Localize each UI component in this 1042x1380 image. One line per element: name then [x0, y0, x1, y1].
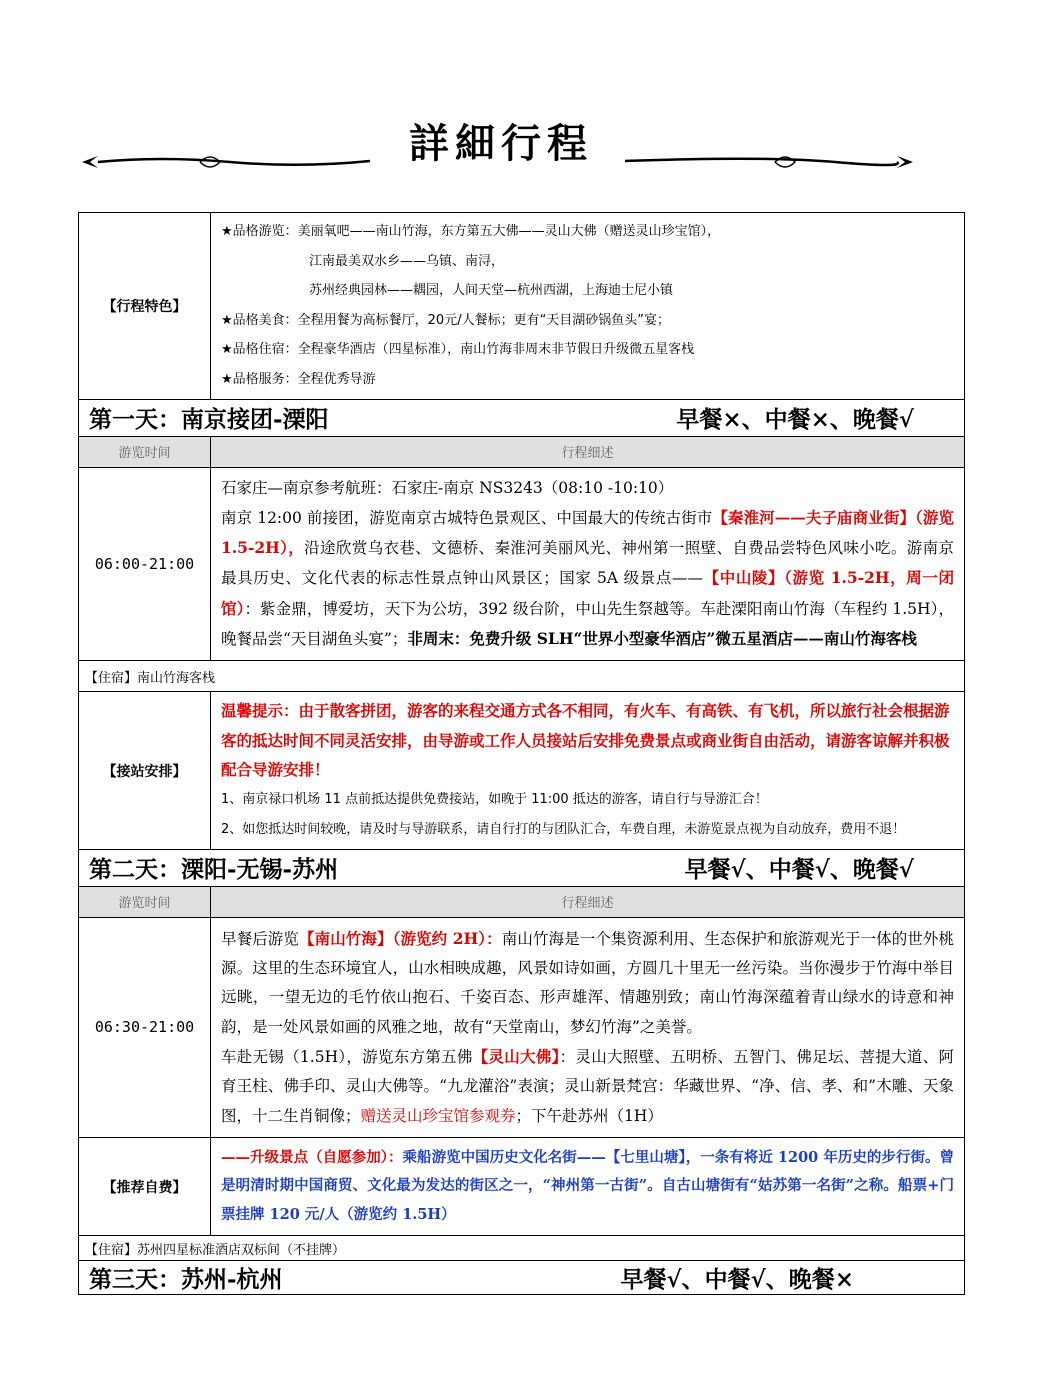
features-content: [211, 213, 965, 400]
detail-column-header: 行程细述: [211, 886, 965, 917]
day2-column-headers: [79, 886, 965, 917]
highlight-qinhuai: 【秦淮河——夫子庙商业街】（游览 1.5-2H），: [221, 507, 954, 558]
day2-paragraph-1: [221, 924, 954, 1042]
day1-header-row: [79, 399, 965, 436]
day1-header: [79, 399, 965, 436]
day2-title: 第二天：溧阳-无锡-苏州: [89, 856, 339, 884]
features-label: 【行程特色】: [79, 213, 211, 400]
right-flourish-ornament: [615, 152, 915, 172]
day1-meals: 早餐×、中餐×、晚餐√: [676, 406, 914, 434]
day2-stay: 【住宿】苏州四星标准酒店双标间（不挂牌）: [79, 1236, 965, 1261]
shantang-description: 乘船游览中国历史文化名街——【七里山塘】，一条有将近 1200 年历史的步行街。曾是明清时期中国商贸、文化最为发达的街区之一，“神州第一古街”。自古山塘街有“姑苏第一名街”之称。船票+门票挂牌 120 元/人（游览约 1.5H）: [221, 1148, 955, 1223]
text-segment: 沿途欣赏乌衣巷、文德桥、秦淮河美丽风光、神州第一照壁、自费品尝特色风味小吃。游南京最具历史、文化代表的标志性景点钟山风景区；国家 5A 级景点——: [221, 539, 954, 588]
page-title: 詳細行程: [409, 120, 593, 167]
features-row: [79, 213, 965, 400]
text-segment: 南山竹海是一个集资源利用、生态保护和旅游观光于一体的世外桃源。这里的生态环境宜人，山水相映成趣，风景如诗如画，方圆几十里无一丝污染。当你漫步于竹海中举目远眺，一望无边的毛竹依山抱石、千姿百态、形声雄浑、情趣别致；南山竹海深蕴着青山绿水的诗意和神韵，是一处风景如画的风雅之地，故有“天堂南山，梦幻竹海”之美誉。: [221, 929, 954, 1036]
day3-header: [79, 1261, 965, 1295]
day3-header-row: [79, 1261, 965, 1295]
day1-title: 第一天：南京接团-溧阳: [89, 406, 329, 434]
day1-stay: 【住宿】南山竹海客栈: [79, 661, 965, 692]
itinerary-table: [78, 212, 965, 1295]
recommend-content: [211, 1137, 965, 1236]
pickup-content: [211, 692, 965, 850]
feature-line: ★品格游览：美丽氧吧——南山竹海，东方第五大佛——灵山大佛（赠送灵山珍宝馆），: [221, 224, 721, 239]
text-segment: ：紫金鼎，博爱坊，天下为公坊，392 级台阶，中山先生祭越等。车赴溧阳南山竹海（车程约 1.5H），晚餐品尝“天目湖鱼头宴”；: [221, 599, 954, 649]
time-column-header: 游览时间: [79, 436, 211, 467]
upgrade-note: 非周末：免费升级 SLH“世界小型豪华酒店”微五星酒店——南山竹海客栈: [407, 629, 917, 649]
day2-header-row: [79, 849, 965, 886]
feature-line: 苏州经典园林——耦园，人间天堂—杭州西湖，上海迪士尼小镇: [309, 283, 674, 299]
highlight-nanshan: 【南山竹海】（游览约 2H）：: [299, 928, 502, 948]
highlight-zhongshanling: 【中山陵】（游览 1.5-2H，周一闭馆）: [221, 568, 954, 618]
upgrade-label: ——升级景点（自愿参加）：: [221, 1148, 403, 1166]
highlight-lingshan: 【灵山大佛】: [472, 1047, 560, 1067]
day2-schedule-row: [79, 917, 965, 1137]
day1-schedule-row: [79, 467, 965, 661]
text-segment: 南京 12:00 前接团，游览南京古城特色景观区、中国最大的传统古街市: [221, 508, 713, 527]
detail-column-header: 行程细述: [211, 436, 965, 467]
day1-description: [221, 503, 954, 654]
feature-line: 江南最美双水乡——乌镇、南浔，: [309, 253, 505, 269]
text-segment: ；下午赴苏州（1H）: [515, 1106, 663, 1125]
time-column-header: 游览时间: [79, 886, 211, 917]
day1-stay-row: [79, 661, 965, 692]
pickup-rule-2: 2、如您抵达时间较晚，请及时与导游联系，请自行打的与团队汇合，车费自理，未游览景点视为自动放弃，费用不退！: [221, 821, 906, 837]
text-segment: ：灵山大照壁、五明桥、五智门、佛足坛、菩提大道、阿育王柱、佛手印、灵山大佛等。“九龙灌浴”表演；灵山新景梵宫：华藏世界、“净、信、孝、和”木雕、天象图，十二生肖铜像；: [221, 1048, 954, 1125]
flight-info: 石家庄—南京参考航班：石家庄-南京 NS3243（08:10 -10:10）: [221, 478, 674, 497]
day2-header: [79, 849, 965, 886]
pickup-rule-1: 1、南京禄口机场 11 点前抵达提供免费接站，如晚于 11:00 抵达的游客，请自行与导游汇合！: [221, 791, 768, 807]
day1-column-headers: [79, 436, 965, 467]
day2-meals: 早餐√、中餐√、晚餐√: [684, 856, 914, 884]
day2-time: 06:30-21:00: [79, 917, 211, 1137]
pickup-row: [79, 692, 965, 850]
recommend-label: 【推荐自费】: [79, 1137, 211, 1236]
day2-detail: [211, 917, 965, 1137]
recommend-row: [79, 1137, 965, 1236]
day3-meals: 早餐√、中餐√、晚餐×: [620, 1266, 854, 1294]
pickup-label: 【接站安排】: [79, 692, 211, 850]
feature-line: ★品格美食：全程用餐为高标餐厅，20元/人餐标；更有“天目湖砂锅鱼头”宴；: [221, 312, 671, 328]
page-header: [80, 112, 922, 182]
day2-paragraph-2: [221, 1042, 954, 1131]
day3-title: 第三天：苏州-杭州: [89, 1266, 283, 1294]
day1-time: 06:00-21:00: [79, 467, 211, 661]
day1-detail: [211, 467, 965, 661]
pickup-notice: 温馨提示：由于散客拼团，游客的来程交通方式各不相同，有火车、有高铁、有飞机，所以旅行社会根据游客的抵达时间不同灵活安排，由导游或工作人员接站后安排免费景点或商业街自由活动，请游客谅解并积极配合导游安排！: [221, 701, 950, 780]
gift-ticket-note: 赠送灵山珍宝馆参观券: [360, 1106, 516, 1125]
feature-line: ★品格服务：全程优秀导游: [221, 371, 376, 387]
day2-stay-row: [79, 1236, 965, 1261]
text-segment: 车赴无锡（1.5H），游览东方第五佛: [221, 1048, 473, 1067]
text-segment: 早餐后游览: [221, 929, 299, 948]
feature-line: ★品格住宿：全程豪华酒店（四星标准），南山竹海非周末非节假日升级微五星客栈: [221, 342, 695, 358]
